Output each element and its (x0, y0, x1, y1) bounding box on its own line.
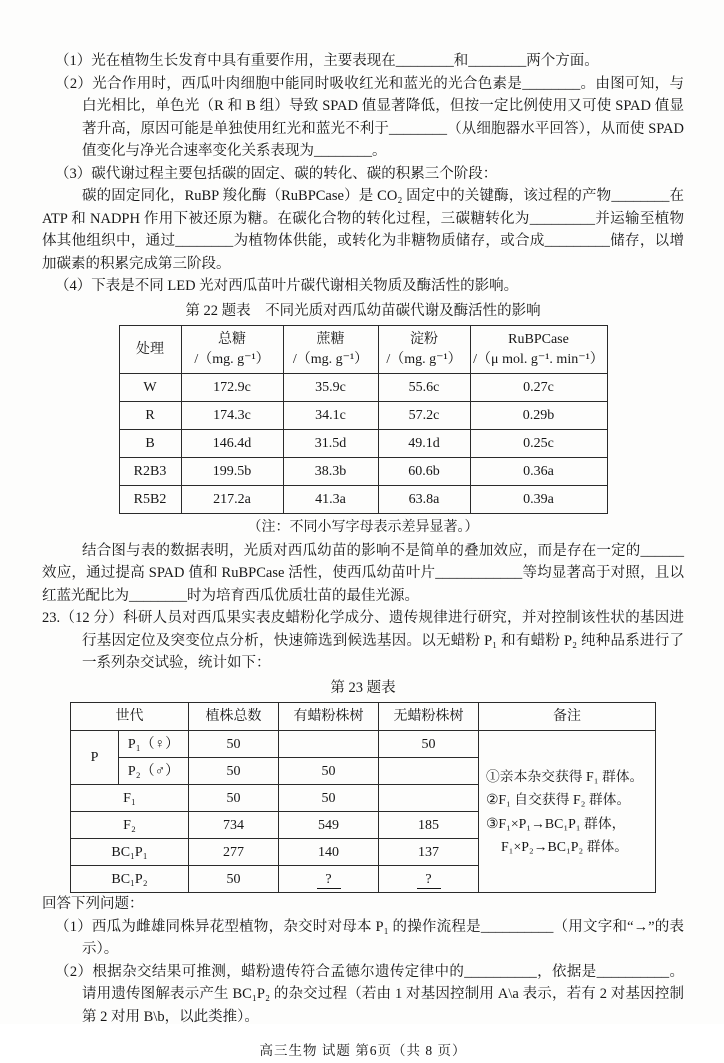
col-header-remark: 备注 (479, 703, 656, 731)
table-cell: 50 (189, 758, 279, 785)
table-cell: 0.39a (470, 486, 607, 514)
table-cell: P₂（♂） (119, 758, 189, 785)
table-cell: 172.9c (181, 374, 283, 402)
table-cell: 549 (279, 812, 379, 839)
item-marker: 23. (42, 610, 61, 626)
table-23-header-row (71, 703, 656, 731)
question-22-part-3 (42, 163, 684, 186)
col-header-total-plants: 植株总数 (189, 703, 279, 731)
table-cell: 0.25c (470, 430, 607, 458)
table-22 (119, 325, 608, 514)
table-cell: BC₁P₁ (71, 839, 189, 866)
table-cell: 38.3b (283, 458, 378, 486)
table-cell: W (119, 374, 181, 402)
table-cell: 0.27c (470, 374, 607, 402)
question-23-sub-1 (42, 916, 684, 961)
table-cell: 185 (379, 812, 479, 839)
summary-paragraph: 结合图与表的数据表明，光质对西瓜幼苗的影响不是简单的叠加效应，而是存在一定的______效应，通过提高 SPAD 值和 RuBPCase 活性，使西瓜幼苗叶片____________等均显著高于对照，且以红蓝光配比为________时为培育西瓜优质壮苗的最佳光源。 (42, 542, 684, 604)
remark-line: F₁×P₂→BC₁P₂ 群体。 (501, 839, 629, 854)
unknown-value-mark: ? (317, 871, 341, 889)
col-header-title: 蔗糖 (316, 332, 345, 347)
table-cell: R5B2 (119, 486, 181, 514)
table-cell: 57.2c (378, 402, 470, 430)
table-cell-empty (379, 758, 479, 785)
col-header-rubpcase (470, 326, 607, 374)
table-cell: 50 (189, 731, 279, 758)
unknown-value-mark: ? (417, 871, 441, 889)
question-22-part-1 (42, 50, 684, 73)
table-cell: 137 (379, 839, 479, 866)
col-header-title: 淀粉 (410, 332, 438, 347)
col-header-generation: 世代 (71, 703, 189, 731)
table-cell: 734 (189, 812, 279, 839)
table-cell: 63.8a (378, 486, 470, 514)
item-marker: （2） (55, 963, 93, 980)
table-cell: 31.5d (283, 430, 378, 458)
item-text: 碳代谢过程主要包括碳的固定、碳的转化、碳的积累三个阶段： (91, 165, 498, 182)
table-row (119, 374, 607, 402)
table-cell: 277 (189, 839, 279, 866)
item-text: 下表是不同 LED 光对西瓜苗叶片碳代谢相关物质及酶活性的影响。 (91, 278, 519, 294)
table-cell-remark (479, 731, 656, 893)
table-cell-p-group: P (71, 731, 119, 785)
table-cell: 41.3a (283, 486, 378, 514)
item-marker: （2） (55, 75, 93, 92)
item-marker: （3） (55, 165, 92, 182)
question-22-part-2 (42, 73, 684, 163)
table-cell: 50 (189, 866, 279, 893)
table-cell: R2B3 (119, 458, 181, 486)
table-cell: F₁ (71, 785, 189, 812)
table-22-caption: 第 22 题表 不同光质对西瓜幼苗碳代谢及酶活性的影响 (185, 302, 541, 319)
table-22-note: （注：不同小写字母表示差异显著。） (247, 520, 479, 535)
table-cell: 140 (279, 839, 379, 866)
item-text: （12 分）科研人员对西瓜果实表皮蜡粉化学成分、遗传规律进行研究，并对控制该性状的基因进行基因定位及突变位点分析，快速筛选到候选基因。以无蜡粉 P₁ 和有蜡粉 P₂ 纯种品系进行了一系列杂交试验，统计如下： (60, 610, 684, 671)
col-header-total-sugar (181, 326, 283, 374)
item-marker: （1） (55, 53, 92, 69)
table-cell: F₂ (71, 812, 189, 839)
table-cell: 34.1c (283, 402, 378, 430)
col-header-unit: /（mg. g⁻¹） (386, 352, 462, 367)
answer-heading: 回答下列问题： (42, 896, 144, 912)
table-cell (379, 866, 479, 893)
col-header-title: 总糖 (218, 332, 246, 347)
table-cell: R (119, 402, 181, 430)
table-row (119, 402, 607, 430)
table-23-caption: 第 23 题表 (330, 679, 396, 696)
col-header-treatment (119, 326, 181, 374)
item-marker: （4） (55, 278, 92, 294)
item-text: 根据杂交结果可推测，蜡粉遗传符合孟德尔遗传定律中的__________，依据是__________。请用遗传图解表示产生 BC₁P₂ 的杂交过程（若由 1 对基因控制用 A\a 表示，若有 2 对基因控制第 2 对用 B\b，以此类推）。 (82, 963, 684, 1025)
item-text: 西瓜为雌雄同株异花型植物，杂交时对母本 P₁ 的操作流程是__________（用文字和“→”的表示）。 (82, 918, 684, 957)
carbon-fixation-paragraph: 碳的固定同化，RuBP 羧化酶（RuBPCase）是 CO₂ 固定中的关键酶，该过程的产物________在 ATP 和 NADPH 作用下被还原为糖。在碳化合物的转化过程，三碳糖转化为_________并运输至植物体其他组织中，通过________为植物体供能，或转化为非糖物质储存，或合成_________储存，以增加碳素的积累完成第三阶段。 (42, 188, 684, 272)
col-header-nonwaxy-plants: 无蜡粉株树 (379, 703, 479, 731)
col-header-starch (378, 326, 470, 374)
table-cell: 55.6c (378, 374, 470, 402)
col-header-waxy-plants: 有蜡粉株树 (279, 703, 379, 731)
col-header-unit: /（mg. g⁻¹） (292, 352, 369, 367)
table-row (119, 486, 607, 514)
table-cell: 0.36a (470, 458, 607, 486)
question-22-part-4 (42, 275, 684, 298)
table-cell: BC₁P₂ (71, 866, 189, 893)
remark-line: ③F₁×P₁→BC₁P₁ 群体， (486, 815, 626, 831)
table-cell: 146.4d (181, 430, 283, 458)
item-text: 光合作用时，西瓜叶肉细胞中能同时吸收红光和蓝光的光合色素是________。由图可知，与白光相比，单色光（R 和 B 组）导致 SPAD 值显著降低，但按一定比例使用又可使 SPAD 值显著升高，原因可能是单独使用红光和蓝光不利于________（从细胞器水平回答），从而使 SPAD 值变化与净光合速率变化关系表现为________。 (82, 75, 685, 159)
item-text: 光在植物生长发育中具有重要作用，主要表现在________和________两个方面。 (91, 53, 599, 69)
col-header-title: 处理 (136, 342, 164, 357)
table-cell-empty (279, 731, 379, 758)
remark-line: ①亲本杂交获得 F₁ 群体。 (486, 768, 644, 784)
table-cell: 0.29b (470, 402, 607, 430)
table-22-header-row (119, 326, 607, 374)
table-cell: 50 (279, 758, 379, 785)
remark-line: ②F₁ 自交获得 F₂ 群体。 (486, 792, 631, 807)
col-header-unit: /（mg. g⁻¹） (194, 352, 270, 367)
col-header-title: RuBPCase (508, 332, 569, 347)
table-row (119, 430, 607, 458)
table-cell: B (119, 430, 181, 458)
question-23-intro (42, 607, 684, 675)
table-cell: P₁（♀） (119, 731, 189, 758)
table-cell: 199.5b (181, 458, 283, 486)
table-cell: 49.1d (378, 430, 470, 458)
table-23 (70, 702, 656, 893)
table-cell: 217.2a (181, 486, 283, 514)
table-row (119, 458, 607, 486)
table-cell: 174.3c (181, 402, 283, 430)
table-cell: 50 (379, 731, 479, 758)
table-cell-empty (379, 785, 479, 812)
page-footer: 高三生物 试题 第6页（共 8 页） (259, 1043, 467, 1058)
col-header-sucrose (283, 326, 378, 374)
table-cell: 35.9c (283, 374, 378, 402)
table-cell: 50 (189, 785, 279, 812)
table-cell: 50 (279, 785, 379, 812)
col-header-unit: /（μ mol. g⁻¹. min⁻¹） (473, 352, 604, 367)
table-cell: 60.6b (378, 458, 470, 486)
item-marker: （1） (55, 918, 92, 935)
table-cell (279, 866, 379, 893)
question-23-sub-2 (42, 961, 684, 1029)
table-row-p1 (71, 731, 656, 758)
